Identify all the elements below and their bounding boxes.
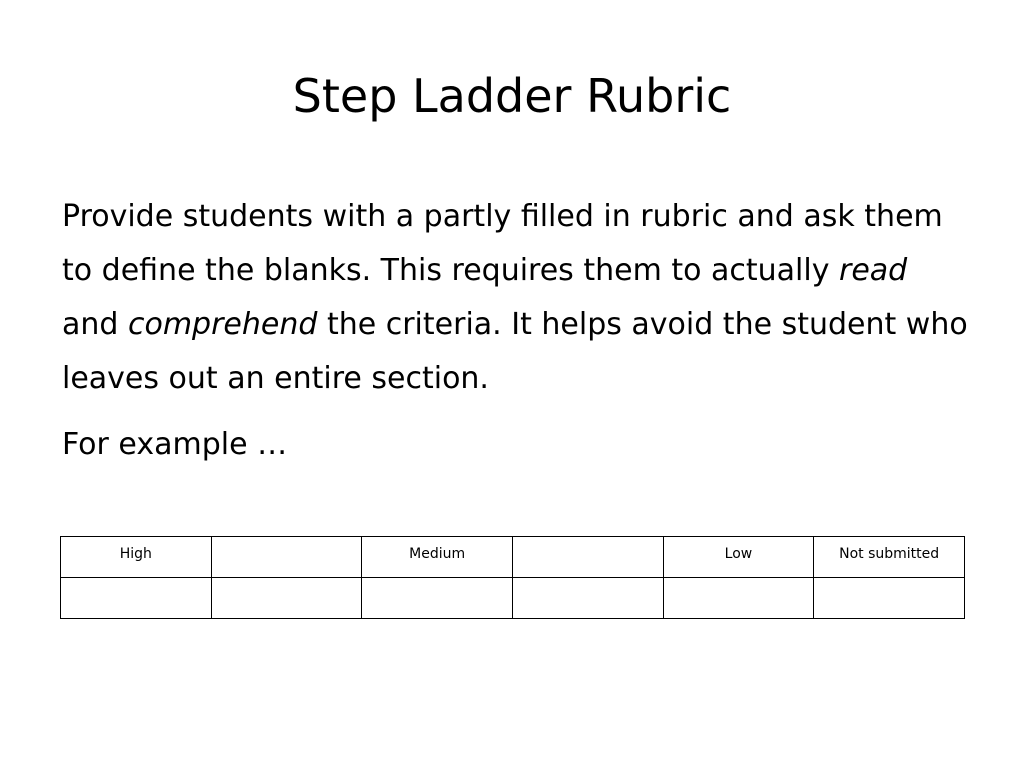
rubric-blank-row <box>61 578 965 619</box>
rubric-header-cell: Low <box>663 537 814 578</box>
slide-title: Step Ladder Rubric <box>292 69 732 123</box>
rubric-blank-cell <box>362 578 513 619</box>
rubric-blank-cell <box>211 578 362 619</box>
description-paragraph <box>62 190 972 406</box>
rubric-blank-cell <box>814 578 965 619</box>
rubric-blank-cell <box>61 578 212 619</box>
paragraph-text-3: the criteria. It helps avoid the student who leaves out an entire section. <box>62 307 968 396</box>
rubric-blank-cell <box>512 578 663 619</box>
rubric-table <box>60 536 965 619</box>
rubric-header-cell: High <box>61 537 212 578</box>
paragraph-text-2: and <box>62 307 128 342</box>
rubric-header-cell <box>211 537 362 578</box>
rubric-header-row <box>61 537 965 578</box>
rubric-blank-cell <box>663 578 814 619</box>
paragraph-text-1: Provide students with a partly filled in rubric and ask them to define the blanks. This requires them to actually <box>62 199 943 288</box>
slide-body <box>62 190 972 472</box>
rubric-header-cell <box>512 537 663 578</box>
emphasis-comprehend: comprehend <box>127 307 318 342</box>
emphasis-read: read <box>838 253 908 288</box>
rubric-header-cell: Not submitted <box>814 537 965 578</box>
rubric-header-cell: Medium <box>362 537 513 578</box>
example-lead: For example … <box>62 427 288 462</box>
